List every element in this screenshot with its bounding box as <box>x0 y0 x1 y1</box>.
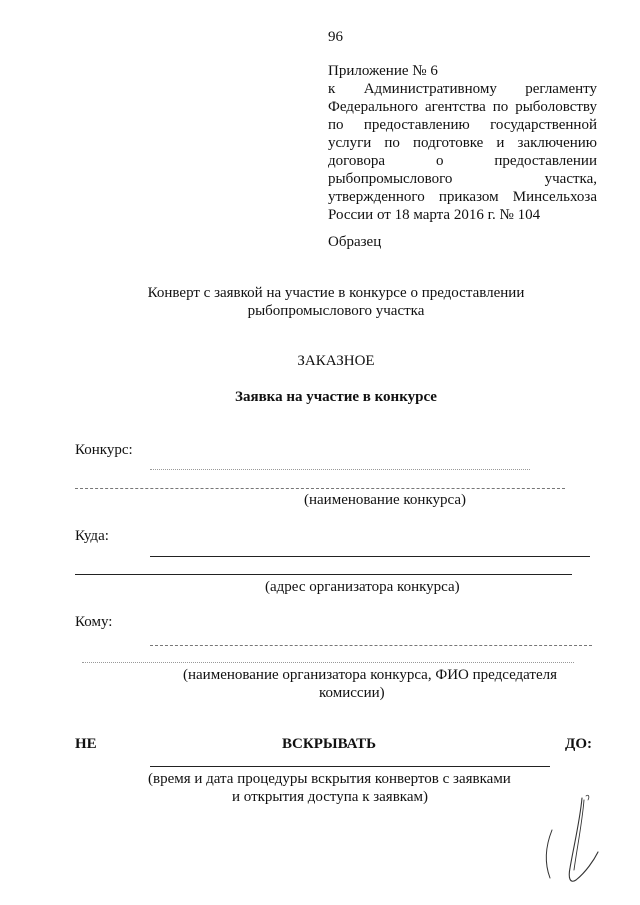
where-fill-line-2 <box>75 574 572 575</box>
appendix-text <box>328 80 597 224</box>
where-label: Куда: <box>75 528 109 544</box>
open-date-caption-line1: (время и дата процедуры вскрытия конвертов с заявками <box>148 771 511 787</box>
whom-caption-line2: комиссии) <box>319 685 385 701</box>
sample-label: Образец <box>328 234 382 250</box>
open-date-caption-line2: и открытия доступа к заявкам) <box>232 789 428 805</box>
contest-fill-line-2 <box>75 488 565 489</box>
contest-caption: (наименование конкурса) <box>304 492 467 508</box>
appendix-line: услуги по подготовке и заключению <box>328 135 597 151</box>
appendix-line: России от 18 марта 2016 г. № 104 <box>328 207 541 223</box>
open-date-fill-line <box>150 766 550 767</box>
appendix-line: утвержденного приказом Минсельхоза <box>328 189 597 205</box>
do-not-open-word2: ВСКРЫВАТЬ <box>282 736 377 752</box>
contest-fill-line <box>150 469 530 470</box>
registered-mark: ЗАКАЗНОЕ <box>297 353 375 369</box>
where-caption: (адрес организатора конкурса) <box>265 579 460 595</box>
page-number: 96 <box>328 29 343 45</box>
appendix-line: по предоставлению государственной <box>328 117 597 133</box>
whom-label: Кому: <box>75 614 113 630</box>
whom-fill-line <box>150 645 592 646</box>
contest-label: Конкурс: <box>75 442 133 458</box>
appendix-title: Приложение № 6 <box>328 63 438 79</box>
appendix-line: Федерального агентства по рыболовству <box>328 99 597 115</box>
envelope-heading-line1: Конверт с заявкой на участие в конкурсе о предоставлении <box>147 285 525 301</box>
appendix-line <box>328 170 597 188</box>
whom-caption-line1: (наименование организатора конкурса, ФИО председателя <box>183 667 558 683</box>
appendix-line-text: рыбопромыслового участка, <box>328 171 597 187</box>
handwritten-signature <box>530 790 610 890</box>
whom-fill-line-2 <box>82 662 574 663</box>
envelope-heading-line2: рыбопромыслового участка <box>247 303 425 319</box>
where-fill-line <box>150 556 590 557</box>
do-not-open-word1: НЕ <box>75 736 97 752</box>
application-title: Заявка на участие в конкурсе <box>235 389 437 405</box>
do-not-open-word3: ДО: <box>565 736 592 752</box>
appendix-line: договора о предоставлении <box>328 153 597 169</box>
appendix-line: к Административному регламенту <box>328 81 597 97</box>
